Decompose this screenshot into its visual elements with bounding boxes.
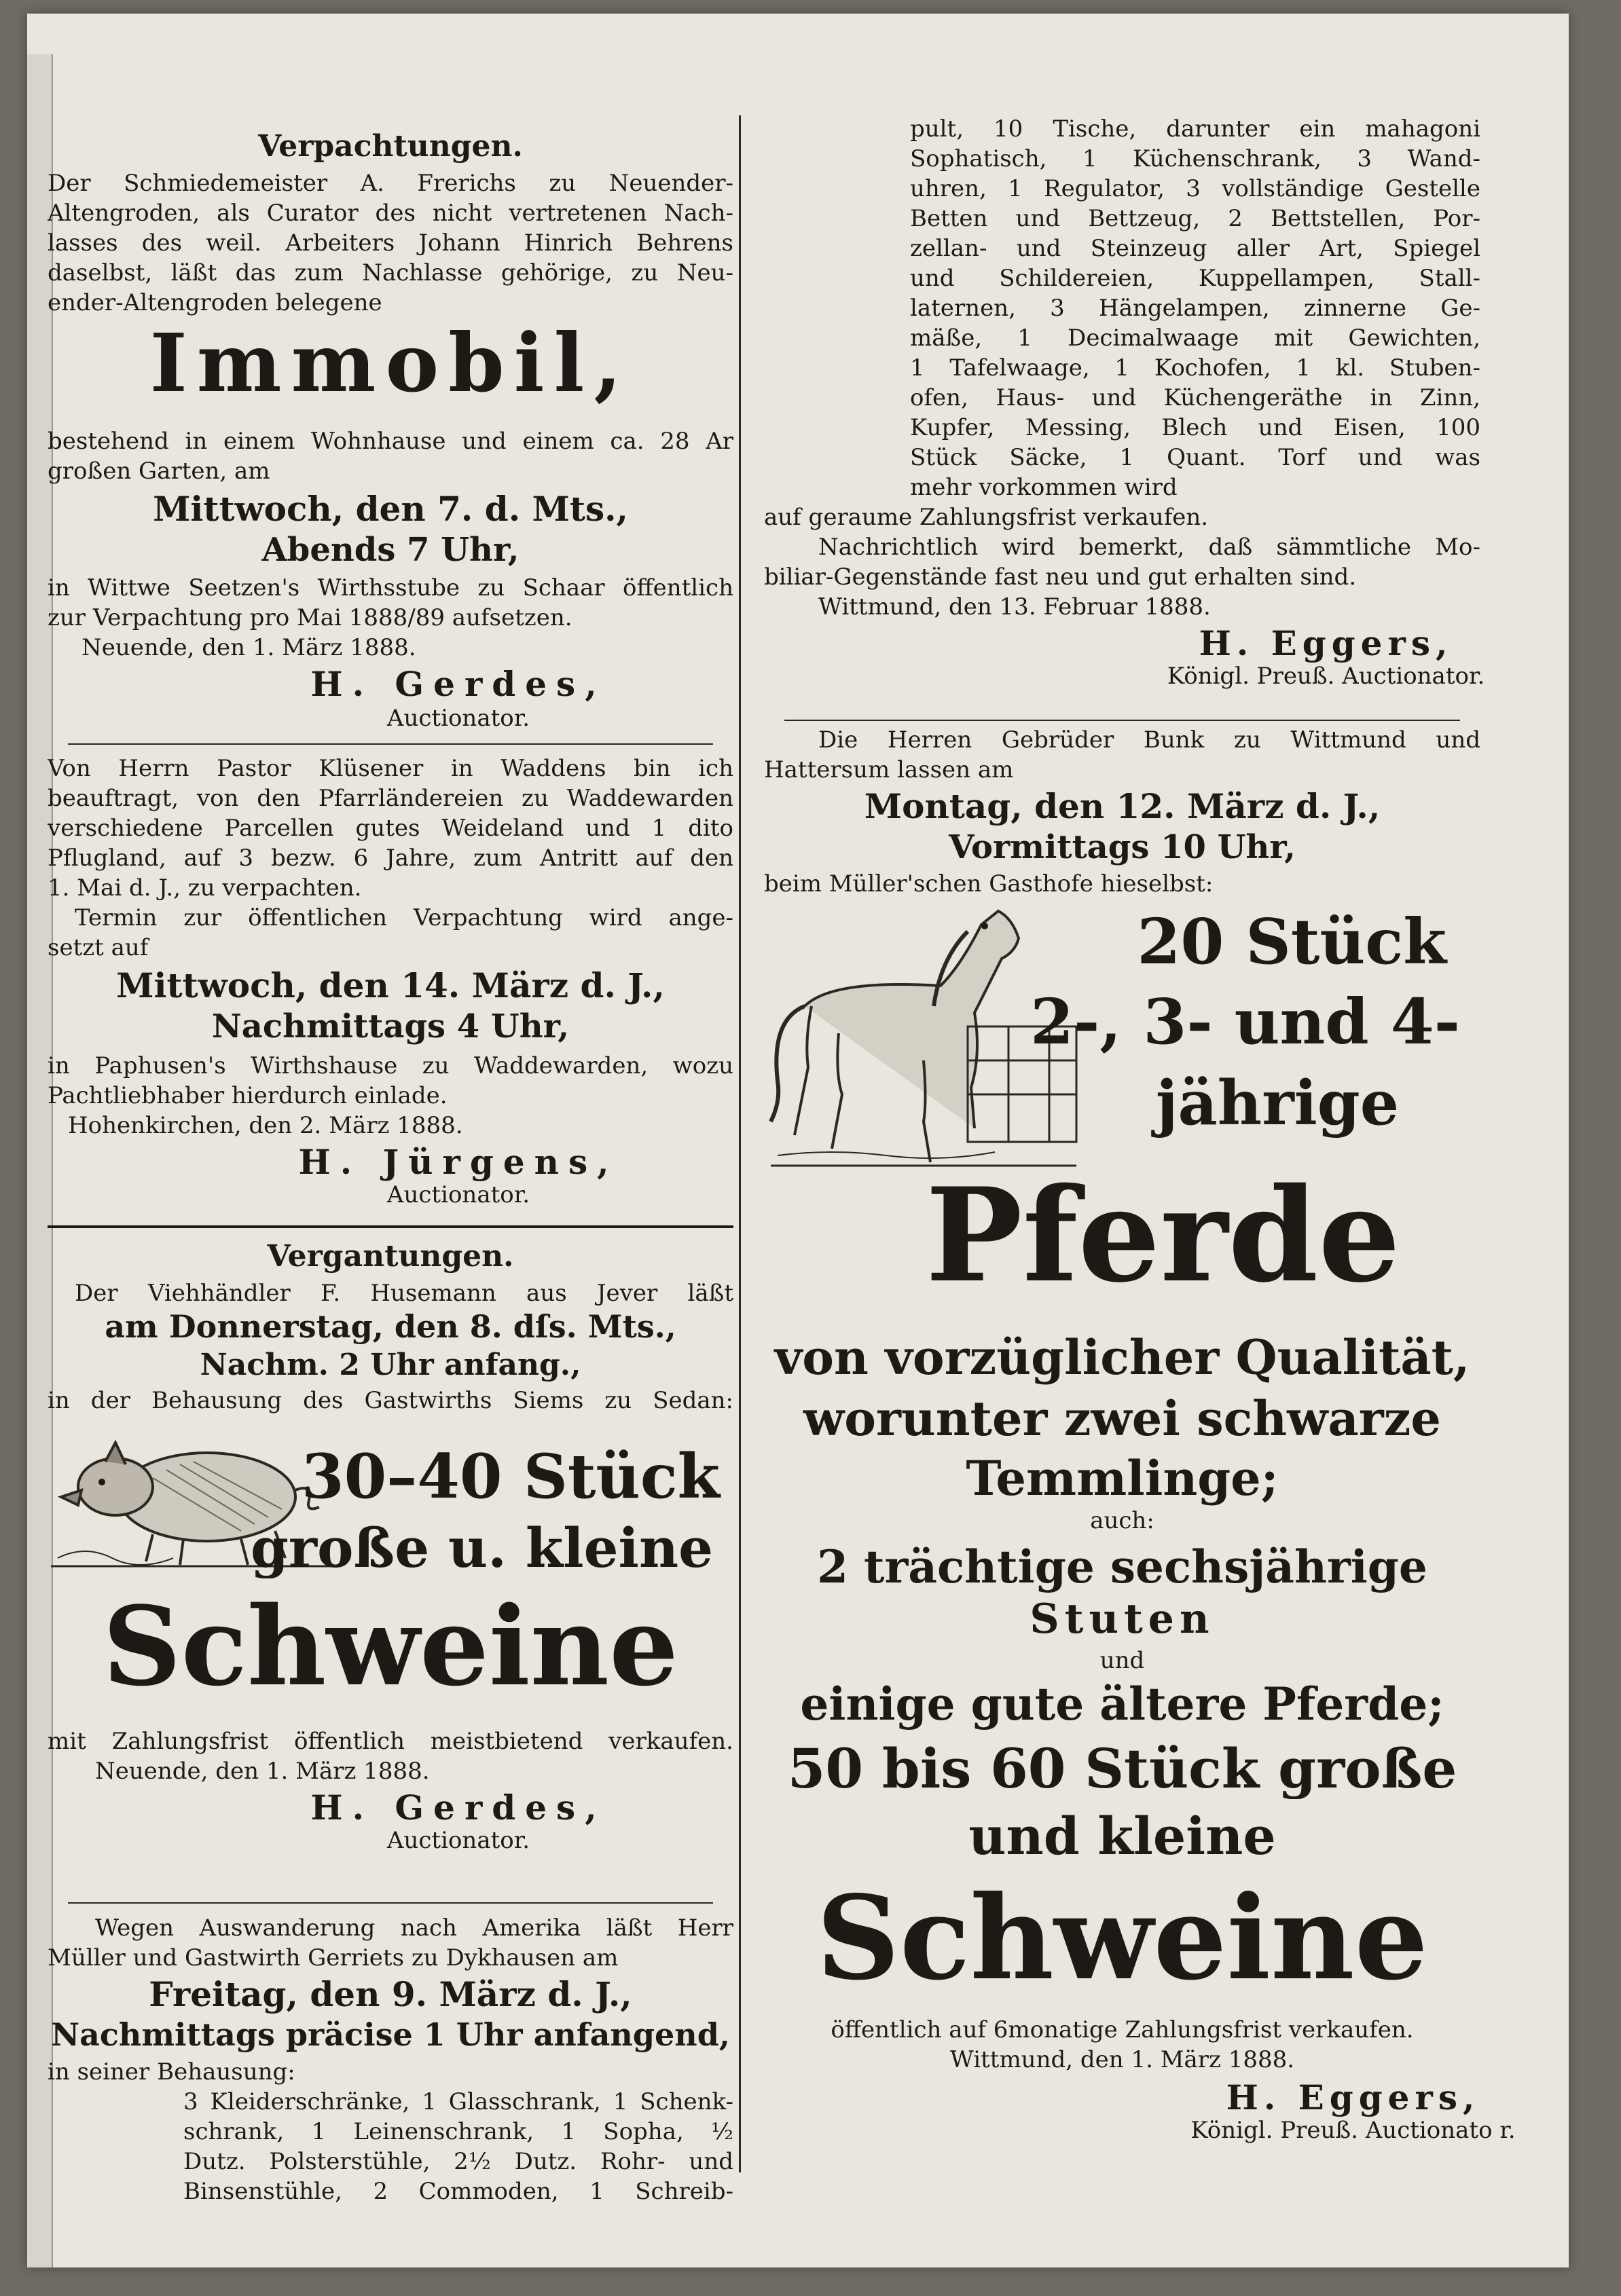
ad-text-line: Müller und Gastwirth Gerriets zu Dykhausen am (48, 1944, 619, 1971)
ad-text-line: Termin zur öffentlichen Verpachtung wird ange- (75, 904, 733, 931)
ad-text-line: Sophatisch, 1 Küchenschrank, 3 Wand- (910, 145, 1480, 172)
ad-text-line: mehr vorkommen wird (910, 474, 1178, 501)
ad-role: Königl. Preuß. Auctionato r. (1190, 2117, 1516, 2144)
ad-quality: von vorzüglicher Qualität, (774, 1331, 1470, 1385)
ad-time: Vormittags 10 Uhr, (949, 828, 1296, 866)
ad-role: Auctionator. (386, 1827, 530, 1854)
ad-text-line: verschiedene Parcellen gutes Weideland und 1 dito (48, 815, 733, 842)
ad-date: Mittwoch, den 14. März d. J., (116, 965, 665, 1005)
ad-signature: H. Eggers, (1199, 623, 1453, 663)
ad-text-line: ofen, Haus- und Küchengeräthe in Zinn, (910, 384, 1480, 411)
ad-description: große u. kleine (250, 1517, 713, 1578)
ad-date: Mittwoch, den 7. d. Mts., (153, 489, 628, 529)
ad-feature-word: Schweine (103, 1585, 678, 1707)
ad-text-line: Hattersum lassen am (764, 756, 1014, 783)
ad-text-line: Der Schmiedemeister A. Frerichs zu Neuender- (48, 170, 733, 197)
ad-text-line: Wegen Auswanderung nach Amerika läßt Herr (95, 1914, 733, 1942)
divider (68, 1902, 713, 1904)
ad-text-line: in seiner Behausung: (48, 2058, 295, 2086)
ad-text-line: Von Herrn Pastor Klüsener in Waddens bin ich (48, 755, 733, 782)
ad-text-line: lasses des weil. Arbeiters Johann Hinrich Behrens (48, 229, 733, 257)
divider (784, 720, 1460, 721)
ad-heading: Verpachtungen. (258, 129, 523, 164)
ad-text-line: auf geraume Zahlungsfrist verkaufen. (764, 504, 1209, 531)
ad-feature-word: Pferde (925, 1164, 1401, 1307)
ad-place-date: Hohenkirchen, den 2. März 1888. (68, 1112, 463, 1139)
ad-signature: H. Gerdes, (310, 664, 606, 704)
ad-signature: H. Gerdes, (310, 1788, 606, 1828)
ad-text-line: Pflugland, auf 3 bezw. 6 Jahre, zum Antritt auf den (48, 845, 733, 872)
ad-text-line: in der Behausung des Gastwirths Siems zu Sedan: (48, 1387, 733, 1414)
ad-time: Abends 7 Uhr, (261, 531, 520, 569)
divider (68, 743, 713, 745)
ad-also: auch: (1090, 1507, 1154, 1534)
ad-pigs-desc: und kleine (968, 1806, 1276, 1866)
ad-date: Montag, den 12. März d. J., (864, 786, 1381, 826)
ad-temmlinge: Temmlinge; (966, 1451, 1279, 1506)
ad-heading: Vergantungen. (267, 1239, 514, 1274)
ad-time: Nachmittags präcise 1 Uhr anfangend, (51, 2016, 730, 2053)
ad-time: Nachmittags 4 Uhr, (211, 1007, 570, 1045)
ad-text-line: bestehend in einem Wohnhause und einem ca. 28 Ar (48, 428, 733, 455)
ad-signature: H. Jürgens, (298, 1142, 619, 1182)
ad-text-line: Stück Säcke, 1 Quant. Torf und was (910, 444, 1480, 471)
ad-time: Nachm. 2 Uhr anfang., (200, 1348, 581, 1382)
ad-und: und (1099, 1647, 1145, 1674)
ad-text-line: beim Müller'schen Gasthofe hieselbst: (764, 870, 1214, 897)
ad-text-line: Altengroden, als Curator des nicht vertretenen Nach- (48, 200, 733, 227)
ad-text-line: 1. Mai d. J., zu verpachten. (48, 874, 362, 902)
ad-signature: H. Eggers, (1226, 2077, 1480, 2117)
ad-text-line: Dutz. Polsterstühle, 2½ Dutz. Rohr- und (183, 2148, 733, 2175)
ad-text-line: Pachtliebhaber hierdurch einlade. (48, 1082, 448, 1109)
ad-role: Auctionator. (386, 705, 530, 732)
ad-text-line: Die Herren Gebrüder Bunk zu Wittmund und (818, 726, 1480, 754)
ad-text-line: großen Garten, am (48, 458, 270, 485)
ad-stuten: Stuten (1030, 1595, 1215, 1643)
ad-feature-word: Immobil, (149, 319, 632, 407)
ad-text-line: schrank, 1 Leinenschrank, 1 Sopha, ½ (183, 2118, 733, 2145)
ad-text-line: zur Verpachtung pro Mai 1888/89 aufsetzen. (48, 604, 572, 631)
ad-older-horses: einige gute ältere Pferde; (800, 1678, 1444, 1730)
ad-place-date: Wittmund, den 13. Februar 1888. (818, 593, 1211, 621)
ad-text-line: mit Zahlungsfrist öffentlich meistbietend verkaufen. (48, 1728, 733, 1755)
ad-text-line: 1 Tafelwaage, 1 Kochofen, 1 kl. Stuben- (910, 354, 1480, 382)
ad-role: Auctionator. (386, 1181, 530, 1208)
ad-count: 30–40 Stück (302, 1443, 720, 1511)
ad-date: Freitag, den 9. März d. J., (149, 1974, 632, 2014)
ad-ages: 2-, 3- und 4- (1030, 985, 1460, 1058)
ad-text-line: öffentlich auf 6monatige Zahlungsfrist verkaufen. (831, 2016, 1414, 2043)
ad-text-line: biliar-Gegenstände fast neu und gut erhalten sind. (764, 563, 1357, 591)
ad-place-date: Neuende, den 1. März 1888. (81, 634, 416, 661)
ad-text-line: 3 Kleiderschränke, 1 Glasschrank, 1 Schenk- (183, 2088, 733, 2115)
ad-role: Königl. Preuß. Auctionator. (1167, 663, 1485, 690)
ad-text-line: uhren, 1 Regulator, 3 vollständige Gestelle (910, 175, 1480, 202)
ad-text-line: Der Viehhändler F. Husemann aus Jever läßt (75, 1280, 733, 1307)
ad-text-line: in Wittwe Seetzen's Wirthsstube zu Schaar öffentlich (48, 574, 733, 601)
ad-text-line: und Schildereien, Kuppellampen, Stall- (910, 265, 1480, 292)
ad-text-line: daselbst, läßt das zum Nachlasse gehörige, zu Neu- (48, 259, 733, 286)
ad-age-word: jährige (1155, 1067, 1399, 1139)
ad-text-line: Binsenstühle, 2 Commoden, 1 Schreib- (183, 2178, 733, 2205)
ad-pigs-count: 50 bis 60 Stück große (787, 1738, 1457, 1799)
newspaper-page (27, 14, 1569, 2267)
ad-text-line: Kupfer, Messing, Blech und Eisen, 100 (910, 414, 1480, 441)
ad-text-line: mäße, 1 Decimalwaage mit Gewichten, (910, 325, 1480, 352)
ad-place-date: Wittmund, den 1. März 1888. (949, 2046, 1295, 2073)
ad-place-date: Neuende, den 1. März 1888. (95, 1758, 430, 1785)
ad-mares: 2 trächtige sechsjährige (817, 1541, 1427, 1593)
ad-among: worunter zwei schwarze (803, 1392, 1441, 1446)
section-divider (48, 1225, 733, 1228)
ad-date: am Donnerstag, den 8. dſs. Mts., (105, 1308, 676, 1345)
ad-text-line: Betten und Bettzeug, 2 Bettstellen, Por- (910, 205, 1480, 232)
column-rule (739, 115, 741, 2172)
ad-pigs-word: Schweine (816, 1874, 1428, 2003)
ad-text-line: in Paphusen's Wirthshause zu Waddewarden, wozu (48, 1052, 733, 1079)
ad-text-line: ender-Altengroden belegene (48, 289, 382, 316)
ad-text-line: pult, 10 Tische, darunter ein mahagoni (910, 115, 1480, 143)
ad-text-line: Nachrichtlich wird bemerkt, daß sämmtliche Mo- (818, 534, 1480, 561)
ad-text-line: zellan- und Steinzeug aller Art, Spiegel (910, 235, 1480, 262)
ad-text-line: laternen, 3 Hängelampen, zinnerne Ge- (910, 295, 1480, 322)
ad-count: 20 Stück (1137, 905, 1446, 978)
ad-text-line: setzt auf (48, 934, 149, 961)
ad-text-line: beauftragt, von den Pfarrländereien zu Waddewarden (48, 785, 733, 812)
